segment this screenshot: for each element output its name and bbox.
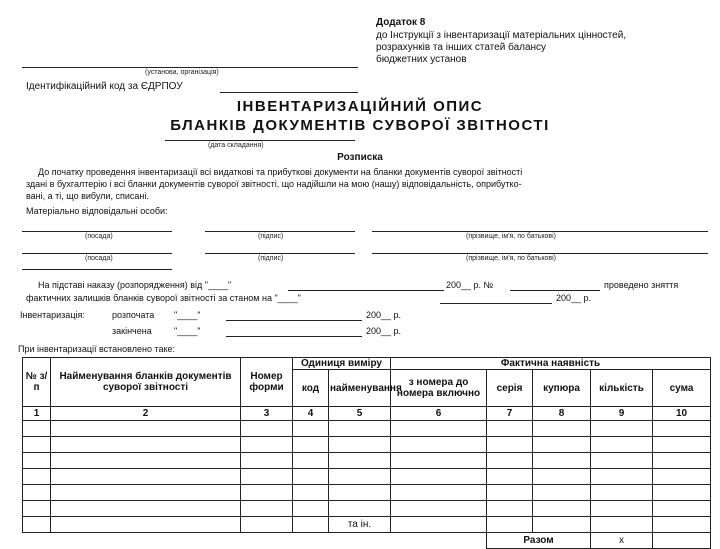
column-number: 6 [391, 407, 487, 421]
order-number-line[interactable] [510, 290, 600, 291]
column-number: 1 [23, 407, 51, 421]
order-date-line[interactable] [288, 290, 444, 291]
inventory-started-line[interactable] [226, 320, 362, 321]
header-unit-name: найменування [329, 370, 391, 407]
header-series: серія [487, 370, 533, 407]
addendum-title: Додаток 8 [376, 17, 426, 28]
column-number: 10 [653, 407, 711, 421]
inventory-finished-year: 200__ р. [366, 326, 402, 336]
balance-date-line[interactable] [440, 303, 552, 304]
total-row [23, 533, 711, 549]
total-label: Разом [487, 533, 591, 549]
addendum-line-1: до Інструкції з інвентаризації матеріальних цінностей, [376, 30, 627, 41]
responsible-persons-label: Матеріально відповідальні особи: [26, 206, 168, 216]
etc-row[interactable] [23, 517, 711, 533]
order-text-c: проведено зняття [604, 280, 679, 290]
column-number: 3 [241, 407, 293, 421]
column-number: 7 [487, 407, 533, 421]
name-caption-1: (прізвище, ім'я, по батькові) [466, 233, 556, 240]
inventory-started-year: 200__ р. [366, 310, 402, 320]
date-field-line[interactable] [165, 140, 355, 141]
table-row[interactable] [23, 501, 711, 517]
column-number: 8 [533, 407, 591, 421]
inventory-table [22, 357, 711, 549]
header-quantity: кількість [591, 370, 653, 407]
inventory-started-day: "____" [174, 310, 201, 320]
inventory-finished-label: закінчена [112, 326, 152, 336]
total-sum-cell[interactable] [653, 533, 711, 549]
receipt-text-line-3: вані, а ті, що вибули, списані. [26, 191, 149, 201]
organization-caption: (установа, організація) [145, 69, 219, 76]
addendum-line-2: розрахунків та інших статей балансу [376, 42, 547, 53]
inventory-finished-day: "____" [174, 326, 201, 336]
name-field-line-1[interactable] [372, 231, 708, 232]
signature-field-line-2[interactable] [205, 253, 355, 254]
receipt-heading: Розписка [337, 152, 383, 163]
balance-text-a: фактичних залишків бланків суворої звітності за станом на "____" [26, 293, 301, 303]
column-number: 2 [51, 407, 241, 421]
signature-caption-2: (підпис) [258, 255, 284, 262]
extra-position-line[interactable] [22, 269, 172, 270]
etc-label: та ін. [329, 517, 391, 533]
header-sum: сума [653, 370, 711, 407]
position-caption-2: (посада) [85, 255, 113, 262]
inventory-label: Інвентаризація: [20, 310, 85, 320]
header-denomination: купюра [533, 370, 591, 407]
name-caption-2: (прізвище, ім'я, по батькові) [466, 255, 556, 262]
position-caption-1: (посада) [85, 233, 113, 240]
header-from-to: з номера до номера включно [391, 370, 487, 407]
signature-field-line-1[interactable] [205, 231, 355, 232]
header-no: № з/п [23, 358, 51, 407]
edrpou-label: Ідентифікаційний код за ЄДРПОУ [26, 81, 183, 92]
date-caption: (дата складання) [208, 142, 264, 149]
order-text-b: 200__ р. № [446, 280, 494, 290]
header-unit-group: Одиниця виміру [293, 358, 391, 370]
document-title-line-1: ІНВЕНТАРИЗАЦІЙНИЙ ОПИС [236, 98, 484, 115]
table-intro: При інвентаризації встановлено таке: [18, 344, 176, 354]
table-row[interactable] [23, 485, 711, 501]
inventory-finished-line[interactable] [226, 336, 362, 337]
column-number: 9 [591, 407, 653, 421]
balance-text-b: 200__ р. [556, 293, 592, 303]
receipt-text-line-1: До початку проведення інвентаризації всі видаткові та прибуткові документи на бланки документів суворої звітності [38, 167, 523, 177]
column-numbers-row [23, 407, 711, 421]
position-field-line-1[interactable] [22, 231, 172, 232]
signature-caption-1: (підпис) [258, 233, 284, 240]
order-text-a: На підставі наказу (розпорядження) від "____" [38, 280, 232, 290]
position-field-line-2[interactable] [22, 253, 172, 254]
name-field-line-2[interactable] [372, 253, 708, 254]
addendum-line-3: бюджетних установ [376, 54, 467, 65]
organization-field-line[interactable] [22, 67, 358, 68]
header-form-no: Номер форми [241, 358, 293, 407]
table-row[interactable] [23, 437, 711, 453]
column-number: 5 [329, 407, 391, 421]
total-mark: x [591, 533, 653, 549]
table-row[interactable] [23, 421, 711, 437]
receipt-text-line-2: здані в бухгалтерію і всі бланки документів суворої звітності, що надійшли на мою (нашу) відповідальність, оприбутко- [26, 179, 522, 189]
edrpou-field-line[interactable] [220, 92, 358, 93]
column-number: 4 [293, 407, 329, 421]
header-fact-group: Фактична наявність [391, 358, 711, 370]
table-row[interactable] [23, 469, 711, 485]
header-code: код [293, 370, 329, 407]
table-row[interactable] [23, 453, 711, 469]
header-name: Найменування бланків документів суворої звітності [51, 358, 241, 407]
inventory-started-label: розпочата [112, 310, 155, 320]
document-title-line-2: БЛАНКІВ ДОКУМЕНТІВ СУВОРОЇ ЗВІТНОСТІ [170, 117, 550, 134]
